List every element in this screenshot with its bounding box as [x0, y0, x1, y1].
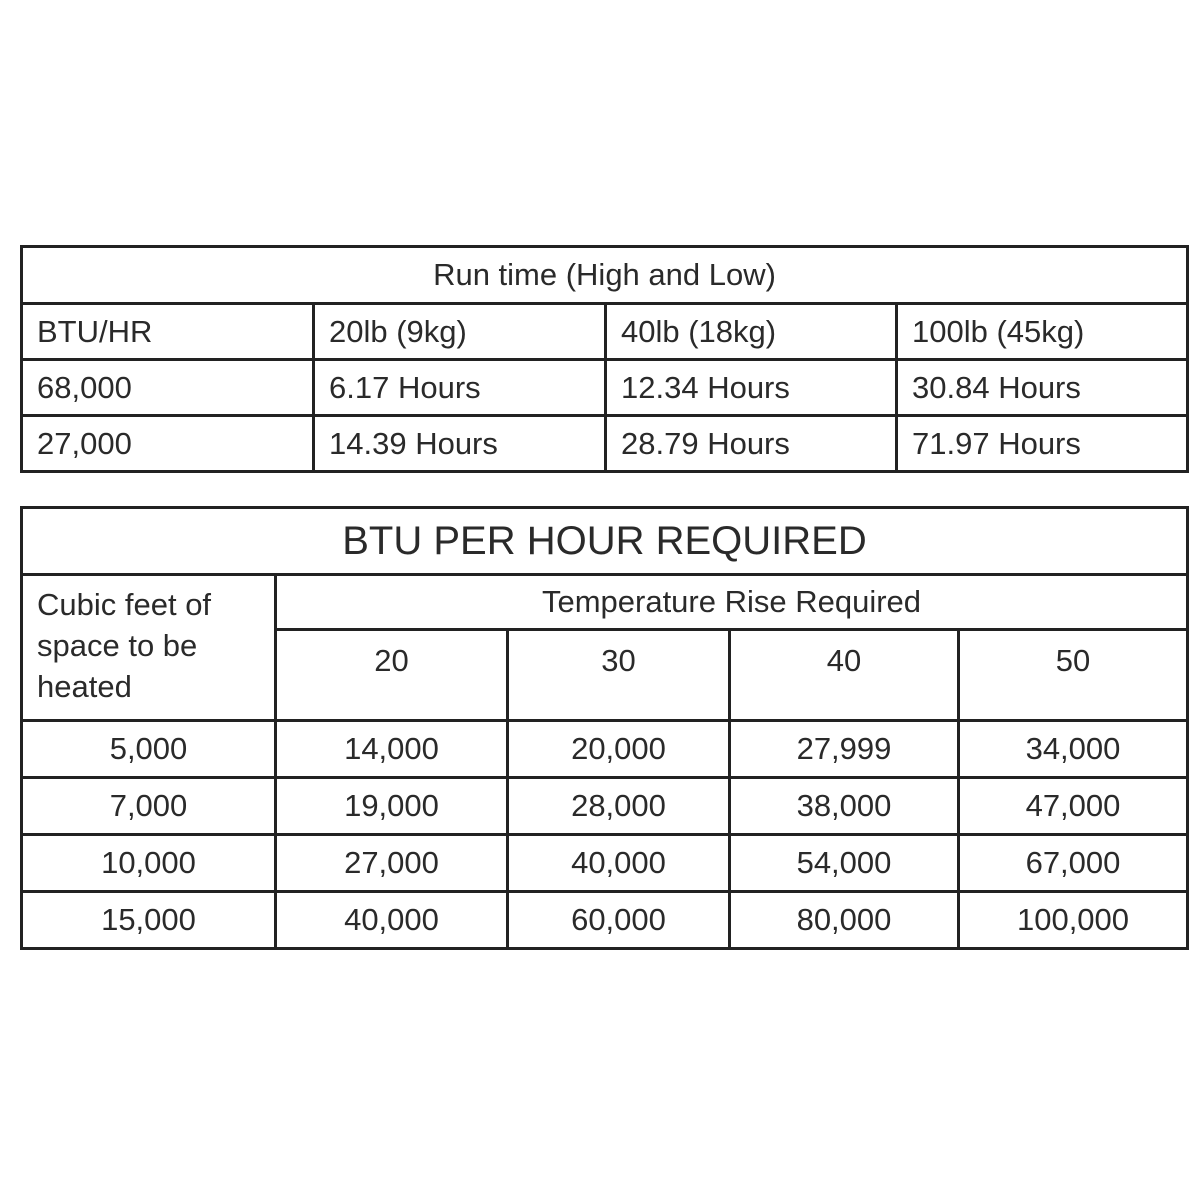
- btu-value: 28,000: [508, 778, 730, 835]
- table-row: [22, 778, 1188, 835]
- runtime-table: [20, 245, 1189, 473]
- btu-value: 54,000: [730, 835, 959, 892]
- temp-header-50: 50: [959, 630, 1188, 721]
- runtime-header-btu-hr: BTU/HR: [22, 304, 314, 360]
- runtime-hours-20lb: 14.39 Hours: [314, 416, 606, 472]
- cubic-feet-value: 5,000: [22, 721, 276, 778]
- runtime-header-100lb: 100lb (45kg): [897, 304, 1188, 360]
- table-row: [22, 835, 1188, 892]
- runtime-header-row: [22, 304, 1188, 360]
- cubic-feet-value: 10,000: [22, 835, 276, 892]
- runtime-hours-40lb: 28.79 Hours: [606, 416, 897, 472]
- btu-subtitle-row: [22, 575, 1188, 630]
- runtime-hours-20lb: 6.17 Hours: [314, 360, 606, 416]
- btu-value: 27,000: [276, 835, 508, 892]
- btu-value: 19,000: [276, 778, 508, 835]
- runtime-header-20lb: 20lb (9kg): [314, 304, 606, 360]
- btu-value: 60,000: [508, 892, 730, 949]
- runtime-hours-100lb: 30.84 Hours: [897, 360, 1188, 416]
- btu-value: 100,000: [959, 892, 1188, 949]
- btu-value: 40,000: [508, 835, 730, 892]
- cubic-feet-value: 7,000: [22, 778, 276, 835]
- runtime-title-row: [22, 247, 1188, 304]
- table-row: [22, 892, 1188, 949]
- btu-title: BTU PER HOUR REQUIRED: [22, 508, 1188, 575]
- btu-table: [20, 506, 1189, 950]
- btu-value: 38,000: [730, 778, 959, 835]
- table-row: [22, 721, 1188, 778]
- temp-header-30: 30: [508, 630, 730, 721]
- cubic-feet-value: 15,000: [22, 892, 276, 949]
- cubic-feet-label: Cubic feet of space to be heated: [22, 575, 276, 721]
- btu-title-row: [22, 508, 1188, 575]
- btu-value: 47,000: [959, 778, 1188, 835]
- table-row: [22, 416, 1188, 472]
- runtime-btu-value: 68,000: [22, 360, 314, 416]
- btu-value: 14,000: [276, 721, 508, 778]
- btu-value: 80,000: [730, 892, 959, 949]
- temperature-rise-label: Temperature Rise Required: [276, 575, 1188, 630]
- btu-value: 34,000: [959, 721, 1188, 778]
- btu-value: 20,000: [508, 721, 730, 778]
- btu-value: 40,000: [276, 892, 508, 949]
- runtime-btu-value: 27,000: [22, 416, 314, 472]
- temp-header-40: 40: [730, 630, 959, 721]
- runtime-title: Run time (High and Low): [22, 247, 1188, 304]
- table-row: [22, 360, 1188, 416]
- btu-value: 27,999: [730, 721, 959, 778]
- btu-value: 67,000: [959, 835, 1188, 892]
- runtime-header-40lb: 40lb (18kg): [606, 304, 897, 360]
- temp-header-20: 20: [276, 630, 508, 721]
- runtime-hours-40lb: 12.34 Hours: [606, 360, 897, 416]
- runtime-hours-100lb: 71.97 Hours: [897, 416, 1188, 472]
